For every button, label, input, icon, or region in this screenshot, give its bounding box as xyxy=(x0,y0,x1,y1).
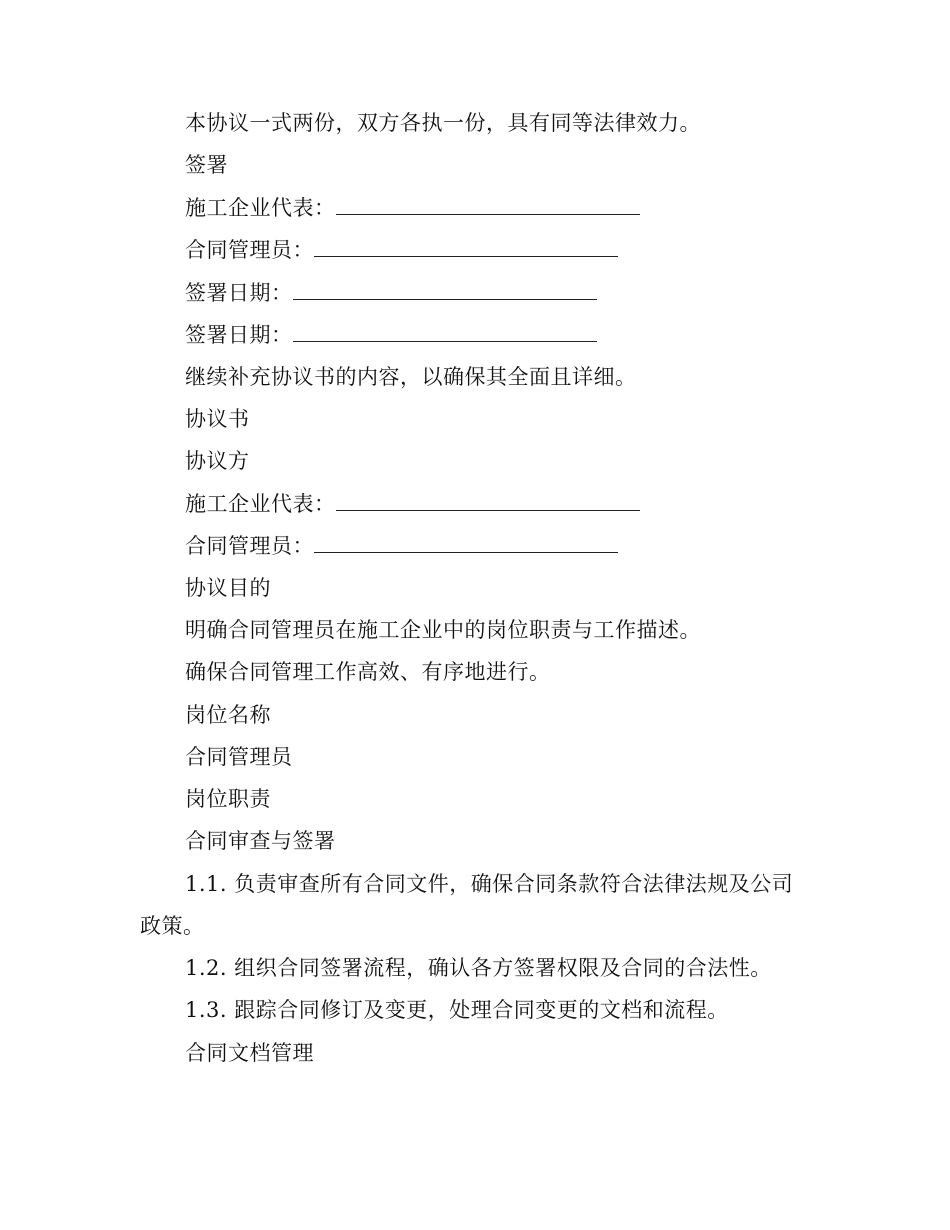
list-item-1-3 xyxy=(185,997,729,1023)
paragraph-text: 合同文档管理 xyxy=(185,1041,314,1065)
paragraph-text: 继续补充协议书的内容，以确保其全面且详细。 xyxy=(185,365,637,389)
paragraph-text: 1.1. 负责审查所有合同文件，确保合同条款符合法律法规及公司 xyxy=(185,872,794,896)
party-line-contract-manager xyxy=(185,533,618,559)
field-label: 施工企业代表： xyxy=(185,492,336,516)
heading-document-management xyxy=(185,1040,314,1066)
paragraph-text: 本协议一式两份，双方各执一份，具有同等法律效力。 xyxy=(185,111,701,135)
paragraph-text: 1.3. 跟踪合同修订及变更，处理合同变更的文档和流程。 xyxy=(185,998,729,1022)
field-label: 合同管理员： xyxy=(185,238,314,262)
blank-underline xyxy=(293,323,597,342)
blank-underline xyxy=(336,196,640,215)
paragraph-text: 协议方 xyxy=(185,449,250,473)
paragraph-text: 岗位职责 xyxy=(185,787,271,811)
paragraph-purpose-2 xyxy=(185,659,551,685)
signature-line-enterprise-rep xyxy=(185,195,640,221)
paragraph-text: 协议书 xyxy=(185,407,250,431)
field-label: 合同管理员： xyxy=(185,534,314,558)
paragraph-text: 合同管理员 xyxy=(185,745,293,769)
paragraph-text: 岗位名称 xyxy=(185,703,271,727)
heading-signing xyxy=(185,152,228,178)
signature-line-contract-manager xyxy=(185,237,618,263)
paragraph-purpose-1 xyxy=(185,617,701,643)
list-item-1-2 xyxy=(185,955,772,981)
blank-underline xyxy=(314,238,618,257)
paragraph-text: 合同审查与签署 xyxy=(185,829,336,853)
signature-line-date-2 xyxy=(185,322,597,348)
list-item-1-1 xyxy=(185,871,793,897)
list-item-1-1-continued xyxy=(140,913,205,939)
signature-line-date-1 xyxy=(185,280,597,306)
paragraph-agreement-copies xyxy=(185,110,701,136)
paragraph-position-value xyxy=(185,744,293,770)
heading-contract-review xyxy=(185,828,336,854)
paragraph-text: 1.2. 组织合同签署流程，确认各方签署权限及合同的合法性。 xyxy=(185,956,772,980)
field-label: 签署日期： xyxy=(185,281,293,305)
party-line-enterprise-rep xyxy=(185,491,640,517)
blank-underline xyxy=(314,534,618,553)
paragraph-continue xyxy=(185,364,637,390)
blank-underline xyxy=(336,492,640,511)
paragraph-text: 签署 xyxy=(185,153,228,177)
heading-responsibilities xyxy=(185,786,271,812)
field-label: 施工企业代表： xyxy=(185,196,336,220)
field-label: 签署日期： xyxy=(185,323,293,347)
paragraph-text: 明确合同管理员在施工企业中的岗位职责与工作描述。 xyxy=(185,618,701,642)
paragraph-text: 协议目的 xyxy=(185,576,271,600)
paragraph-text: 确保合同管理工作高效、有序地进行。 xyxy=(185,660,551,684)
heading-parties xyxy=(185,448,250,474)
blank-underline xyxy=(293,281,597,300)
heading-position-name xyxy=(185,702,271,728)
heading-agreement xyxy=(185,406,250,432)
heading-purpose xyxy=(185,575,271,601)
paragraph-text: 政策。 xyxy=(140,914,205,938)
